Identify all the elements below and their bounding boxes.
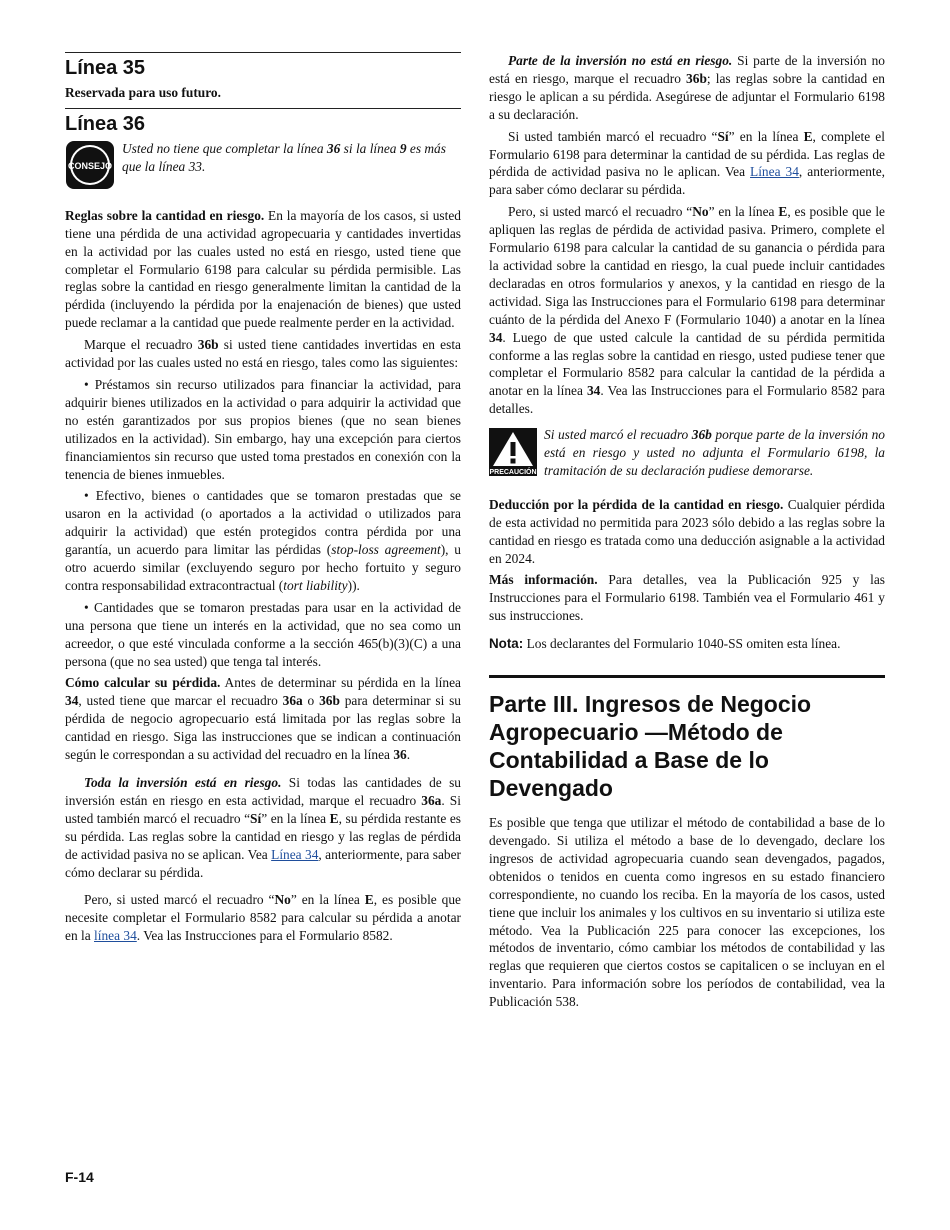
- yes-line-e-paragraph: Si usted también marcó el recuadro “Sí” en la línea E, complete el Formulario 6198 para determinar la cantidad de su pérdida. Las reglas de pérdida de actividad pasiva no le aplican. Vea Línea 34, anteriormente, para saber cómo declarar su pérdida.: [489, 128, 885, 198]
- caution-icon-label: PRECAUCIÓN: [489, 469, 537, 477]
- bullet-item-protected-amounts: • Efectivo, bienes o cantidades que se tomaron prestadas que se usaron en la actividad (o aportados a la actividad o utilizados para adquirir la actividad) que estén protegidos contra pérdida por una garantía, un acuerdo para limitar las pérdidas (stop-loss agreement), u otro acuerdo similar (excluyendo seguro por hecho fortuito y seguro contra responsabilidad extracontractual (tort liability)).: [65, 488, 461, 593]
- tip-text: Usted no tiene que completar la línea 36 si la línea 9 es más que la línea 33.: [122, 140, 446, 174]
- all-at-risk-paragraph: Toda la inversión está en riesgo. Si todas las cantidades de su inversión están en riesgo en esta actividad, marque el recuadro 36a. Si usted también marcó el recuadro “Sí” en la línea E, su pérdida restante es su pérdida. Las reglas sobre la cantidad en riesgo y las reglas de pérdida de actividad pasiva no se aplican. Vea Línea 34, anteriormente, para saber cómo declarar su pérdida.: [65, 775, 461, 880]
- right-column: [489, 52, 885, 1015]
- consejo-icon-label: CONSEJO: [67, 160, 113, 171]
- part3-heading: Parte III. Ingresos de Negocio Agropecuario —Método de Contabilidad a Base de lo Devengado: [489, 691, 812, 802]
- left-column: [65, 52, 461, 949]
- tip-callout: [65, 140, 461, 195]
- line34-link-3[interactable]: Línea 34: [750, 164, 799, 180]
- line36-heading: Línea 36: [65, 112, 146, 135]
- bullet-item-borrowed-amounts: • Cantidades que se tomaron prestadas para usar en la actividad de una persona que tiene un interés en la actividad, que no sea como un acreedor, o que esté vinculada conforme a la sección 465(b)(3)(C) a una persona (que no sea usted) que tenga tal interés.: [65, 599, 461, 669]
- caution-icon: [489, 428, 537, 481]
- line35-heading: Línea 35: [65, 57, 146, 79]
- line34-link-2[interactable]: línea 34: [94, 928, 137, 944]
- line36-rule: [65, 108, 461, 109]
- check-box-36b-paragraph: Marque el recuadro 36b si usted tiene cantidades invertidas en esta actividad por las cuales usted no está en riesgo, tales como las siguientes:: [65, 337, 461, 371]
- form8582-paragraph: Pero, si usted marcó el recuadro “No” en la línea E, es posible que necesite completar el Formulario 8582 para calcular su pérdida a anotar en la línea 34. Vea las Instrucciones para el Formulario 8582.: [65, 892, 461, 944]
- caution-text: Si usted marcó el recuadro 36b porque parte de la inversión no está en riesgo y usted no adjunta el Formulario 6198, la tramitación de su declaración pudiese demorarse.: [544, 427, 885, 478]
- accrual-method-paragraph: Es posible que tenga que utilizar el método de contabilidad a base de lo devengado. Si utiliza el método a base de lo devengado, declare los ingresos de actividad agropecuaria cuando sean devengados, pagados, obtenidos o tenidos en cuenta como ingresos en su estado financiero correspondiente, no cuando los reciba. En la mayoría de los casos, usted tiene que incluir los animales y los cultivos en su inventario si utiliza este método. Vea la Publicación 225 para conocer las excepciones, los métodos de inventario, cómo cambiar los métodos de contabilidad y las reglas que requieren que ciertos costos se capitalicen o se incluyan en el inventario. Para información sobre los períodos de contabilidad, vea la Publicación 538.: [489, 815, 885, 1010]
- caution-callout: [489, 426, 885, 484]
- at-risk-deduction-paragraph: Deducción por la pérdida de la cantidad en riesgo. Cualquier pérdida de esta actividad no permitida para 2023 sólo debido a las reglas sobre la cantidad en riesgo es tratada como una deducción asignable a la actividad en 2024.: [489, 496, 885, 566]
- nota-paragraph: Nota: Los declarantes del Formulario 1040-SS omiten esta línea.: [489, 636, 841, 652]
- more-info-paragraph: Más información. Para detalles, vea la Publicación 925 y las Instrucciones para el Formulario 6198. También vea el Formulario 461 y sus instrucciones.: [489, 572, 885, 624]
- at-risk-rules-paragraph: Reglas sobre la cantidad en riesgo. En la mayoría de los casos, si usted tiene una pérdida de una actividad agropecuaria y cantidades invertidas en la actividad por las cuales usted no está en riesgo, usted tiene que completar el Formulario 6198 para calcular su pérdida permisible. Las reglas sobre la cantidad en riesgo generalmente limitan la cantidad de la pérdida (incluyendo la pérdida por la enajenación de bienes) que usted puede reclamar a la cantidad que puede realmente perder en la actividad.: [65, 207, 461, 331]
- figure-loss-paragraph: Cómo calcular su pérdida. Antes de determinar su pérdida en la línea 34, usted tiene que marcar el recuadro 36a o 36b para determinar si su pérdida de negocio agropecuario está limitada por las reglas sobre la cantidad en riesgo. Siga las instrucciones que se indican a continuación según le correspondan a su actividad del recuadro en la línea 36.: [65, 675, 461, 763]
- some-not-at-risk-paragraph: Parte de la inversión no está en riesgo. Si parte de la inversión no está en riesgo, marque el recuadro 36b; las reglas sobre la cantidad en riesgo le aplican a su pérdida. Asegúrese de adjuntar el Formulario 6198 a su declaración.: [489, 53, 885, 122]
- line35-reserved-note: Reservada para uso futuro.: [65, 85, 221, 100]
- line35-rule: [65, 52, 461, 53]
- consejo-icon: [65, 140, 115, 195]
- line34-link[interactable]: Línea 34: [271, 846, 319, 862]
- page-number: F-14: [65, 1169, 94, 1185]
- no-line-e-paragraph: Pero, si usted marcó el recuadro “No” en la línea E, es posible que le apliquen las reglas de pérdida de actividad pasiva. Primero, complete el Formulario 6198 para calcular la cantidad de su ganancia o pérdida para la actividad sobre la cantidad en riesgo, la cual puede incluir cantidades declaradas en otros formularios y anexos, y la cantidad en riesgo de la actividad. Siga las Instrucciones para el Formulario 6198 para determinar cuánto de la pérdida del Anexo F (Formulario 1040) a anotar en la línea 34. Luego de que usted calcule la cantidad de su pérdida permitida conforme a las reglas sobre la cantidad en riesgo, usted pudiese tener que completar el Formulario 8582 para calcular la cantidad de la pérdida a anotar en la línea 34. Vea las Instrucciones para el Formulario 8582 para detalles.: [489, 204, 885, 417]
- part3-rule: [489, 675, 885, 678]
- bullet-item-nonrecourse-loans: • Préstamos sin recurso utilizados para financiar la actividad, para adquirir bienes utilizados en la actividad o para adquirir la actividad que no estén garantizados por sus propios bienes (que no sean bienes utilizados en la actividad). Sin embargo, hay una excepción para ciertos financiamientos sin recurso que usted toma prestados en conexión con la tenencia de bienes inmuebles.: [65, 376, 461, 482]
